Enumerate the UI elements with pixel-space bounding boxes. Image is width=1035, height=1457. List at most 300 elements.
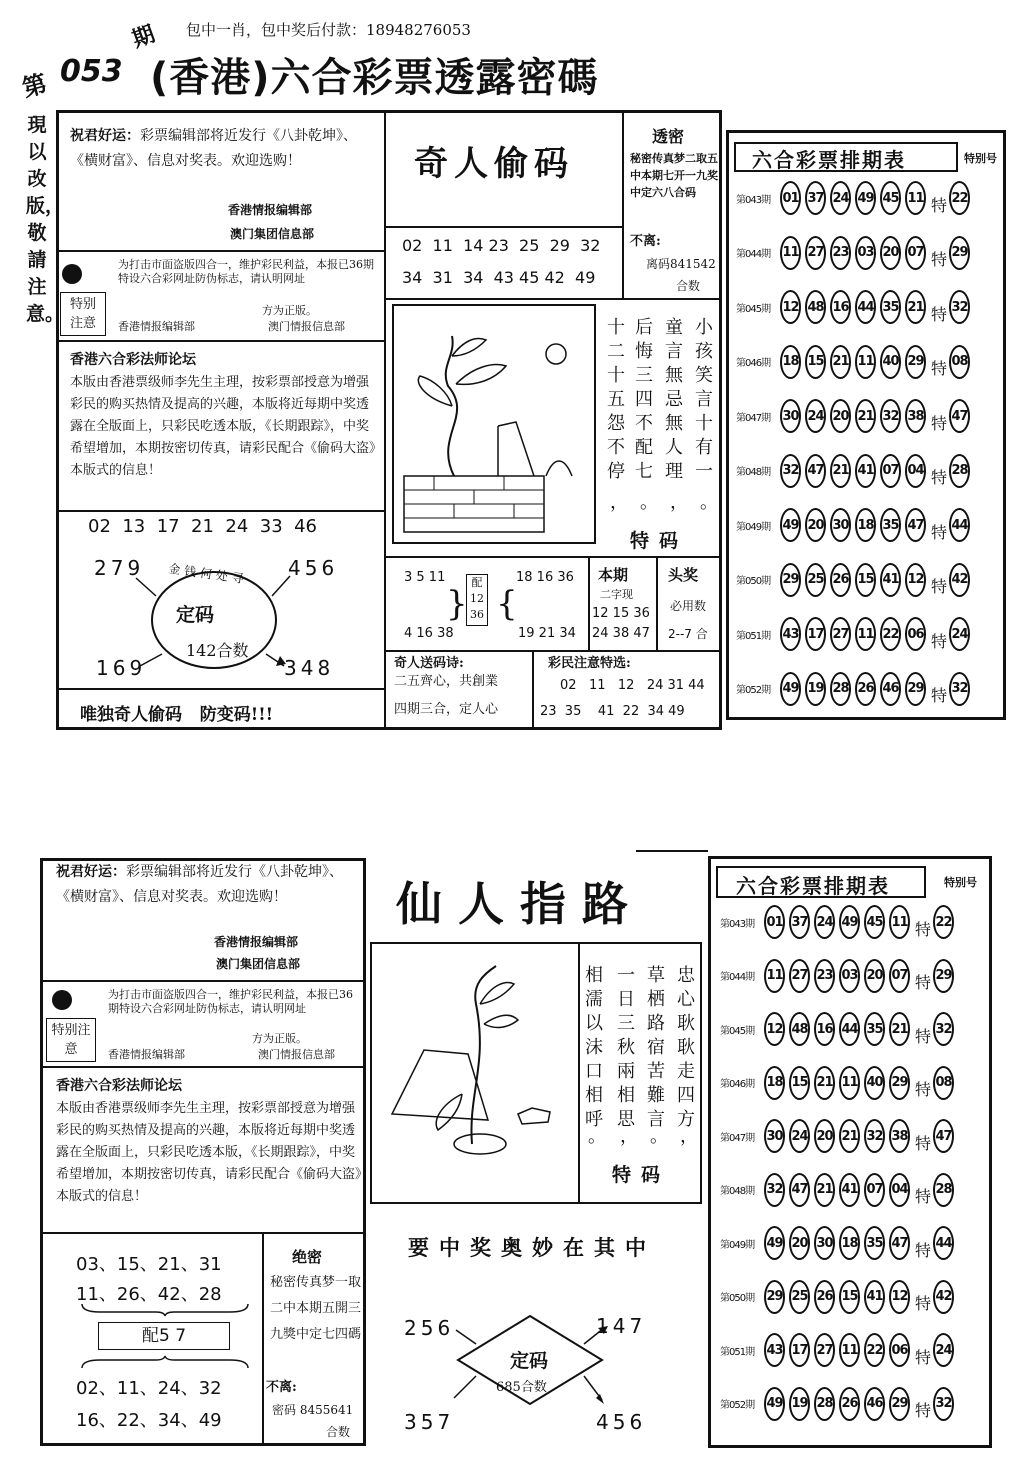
poem-tema: 特码: [630, 530, 689, 552]
schedule-row: [736, 283, 970, 331]
divider: [656, 558, 658, 650]
schedule-period-label: 第045期: [720, 1025, 755, 1037]
number-ball: 17: [805, 617, 826, 651]
number-ball: 35: [880, 508, 901, 542]
number-ball: 23: [830, 236, 851, 270]
numbers-row: 02 13 17 21 24 33 46: [88, 516, 317, 537]
schedule-period-label: 第050期: [720, 1293, 755, 1304]
schedule-period-label: 第048期: [736, 467, 771, 478]
schedule-row: [720, 952, 954, 1000]
special-marker: 特: [914, 1401, 931, 1420]
poem2-col-3: 一日三秋兩相思: [617, 965, 635, 1130]
secret2-buli-tail: 合数: [326, 1425, 351, 1439]
special-marker: 特: [930, 195, 947, 215]
special-number-ball: 22: [949, 181, 970, 215]
number-ball: 15: [805, 345, 826, 379]
stamp-char: 第: [19, 69, 50, 103]
schedule-period-label: 第045期: [736, 303, 771, 315]
contact-line: 包中一肖，包中奖后付款：18948276053: [186, 21, 471, 39]
number-ball: 32: [764, 1173, 785, 1207]
toujiang-sub: 必用数: [670, 599, 707, 613]
schedule-row: [720, 1273, 954, 1321]
number-ball: 25: [805, 563, 826, 597]
divider: [58, 250, 384, 252]
number-ball: 29: [764, 1280, 785, 1314]
poem-col-2: 童言無忌無人理: [665, 317, 683, 482]
number-ball: 49: [839, 905, 860, 939]
special-number-ball: 42: [933, 1280, 954, 1314]
number-ball: 18: [780, 345, 801, 379]
greeting-sign-1: 香港情报编辑部: [228, 203, 313, 217]
songma-l2: 四期三合，定人心: [394, 702, 499, 717]
number-ball: 37: [789, 905, 810, 939]
divider: [386, 298, 722, 300]
schedule-row: [720, 1219, 954, 1267]
secret2-text: 秘密传真梦一取二中本期五開三九獎中定七四碼: [270, 1275, 362, 1342]
divider: [262, 1234, 264, 1444]
brace-right: {: [496, 584, 518, 624]
secret2-buli-label: 不离:: [266, 1380, 297, 1395]
schedule-period-label: 第048期: [720, 1186, 755, 1197]
notice-sign-2: 澳门情报信息部: [268, 320, 345, 333]
special-number-ball: 32: [949, 672, 970, 706]
special-marker: 特: [914, 973, 931, 992]
special-marker: 特: [930, 359, 947, 378]
poem2-mark-1: ，: [680, 1126, 698, 1147]
number-ball: 24: [805, 399, 826, 433]
number-ball: 29: [889, 1387, 910, 1421]
special-marker: 特: [914, 1347, 931, 1367]
number-ball: 21: [905, 290, 926, 324]
special-number-ball: 47: [933, 1119, 954, 1153]
number-ball: 22: [864, 1333, 885, 1367]
number-ball: 30: [830, 508, 851, 542]
special-marker: 特: [914, 1080, 931, 1099]
number-ball: 29: [905, 345, 926, 379]
special-number-ball: 24: [949, 617, 970, 651]
number-ball: 15: [855, 563, 876, 597]
number-ball: 49: [780, 672, 801, 706]
special-number-ball: 08: [949, 345, 970, 379]
secret-buli-text: 离码841542: [646, 257, 716, 271]
number-ball: 21: [889, 1012, 910, 1046]
number-ball: 49: [855, 181, 876, 215]
number-ball: 11: [889, 905, 910, 939]
number-ball: 20: [789, 1226, 810, 1260]
toujiang-val: 2--7 合: [668, 627, 708, 641]
schedule-period-label: 第049期: [720, 1239, 755, 1251]
number-ball: 24: [789, 1119, 810, 1153]
bomb-icon: [52, 990, 72, 1010]
greeting-sign-1: 香港情报编辑部: [214, 935, 299, 949]
number-ball: 38: [905, 399, 926, 433]
greeting-block-bottom: [56, 860, 358, 910]
divider: [622, 112, 624, 298]
list-pei: 配5 7: [98, 1322, 230, 1350]
special-number-ball: 29: [949, 236, 970, 270]
schedule-period-label: 第051期: [720, 1346, 755, 1358]
special-number-ball: 42: [949, 563, 970, 597]
schedule-period-label: 第043期: [736, 194, 771, 206]
wheel-tr: 456: [288, 556, 339, 580]
number-ball: 11: [855, 345, 876, 379]
divider: [58, 688, 384, 690]
divider: [42, 980, 364, 982]
special-number-ball: 44: [949, 508, 970, 542]
number-ball: 27: [830, 617, 851, 651]
panel-nums-2: 34 31 34 43 45 42 49: [402, 268, 596, 287]
diamond-center: 定码: [510, 1350, 549, 1372]
poem2-mark-4: 。: [588, 1126, 606, 1147]
schedule-period-label: 第049期: [736, 521, 771, 533]
caimin-title: 彩民注意特选:: [548, 656, 631, 671]
number-ball: 46: [880, 672, 901, 706]
number-ball: 44: [855, 290, 876, 324]
number-ball: 07: [905, 236, 926, 270]
number-ball: 12: [764, 1012, 785, 1046]
schedule-row: [736, 229, 970, 277]
diamond-bl: 357: [404, 1410, 455, 1434]
side-notice: 現以改版，敬請注意。: [26, 114, 65, 325]
special-number-ball: 32: [933, 1387, 954, 1421]
number-ball: 16: [814, 1012, 835, 1046]
number-ball: 41: [880, 563, 901, 597]
pairs-mid: 配 12 36: [466, 574, 488, 626]
special-number-ball: 08: [933, 1066, 954, 1100]
number-ball: 27: [814, 1333, 835, 1367]
divider: [532, 650, 534, 728]
number-ball: 21: [855, 399, 876, 433]
special-marker: 特: [914, 1294, 931, 1313]
poem-col-4: 十二十五怨不停: [607, 317, 625, 482]
number-ball: 49: [764, 1387, 785, 1421]
special-marker: 特: [930, 304, 947, 324]
arc-text: 要中奖奥妙在其中: [408, 1236, 656, 1260]
caimin-l2: 23 35 41 22 34 49: [540, 704, 685, 719]
benqi-sub: 二字现: [600, 588, 633, 601]
notice-text: 为打击市面盗版四合一，维护彩民利益，本报已36期特设六合彩网址防伪标志，请认明网址: [108, 988, 353, 1015]
poem-mark-4: ，: [610, 492, 628, 513]
number-ball: 11: [780, 236, 801, 270]
diamond-sum: 685合数: [496, 1380, 547, 1395]
number-ball: 47: [789, 1173, 810, 1207]
special-number-ball: 32: [949, 290, 970, 324]
wheel-bl: 169: [96, 656, 147, 680]
schedule-period-label: 第043期: [720, 918, 755, 930]
benqi-title: 本期: [598, 566, 629, 584]
number-ball: 18: [839, 1226, 860, 1260]
notice-text: 为打击市面盗版四合一，维护彩民利益，本报已36期特设六合彩网址防伪标志，请认明网址: [118, 258, 374, 285]
number-ball: 28: [830, 672, 851, 706]
number-ball: 35: [864, 1012, 885, 1046]
panel2-title: 仙人指路: [396, 877, 644, 931]
brace-bottom: [80, 1354, 250, 1370]
number-ball: 47: [805, 454, 826, 488]
number-ball: 29: [889, 1066, 910, 1100]
number-ball: 11: [905, 181, 926, 215]
number-ball: 26: [814, 1280, 835, 1314]
list-l2: 11、26、42、28: [76, 1284, 222, 1305]
schedule-row: [720, 1326, 954, 1374]
number-ball: 15: [839, 1280, 860, 1314]
number-ball: 04: [889, 1173, 910, 1207]
poem2-mark-3: ，: [620, 1126, 638, 1147]
issue-number: 053: [60, 54, 123, 89]
number-ball: 30: [780, 399, 801, 433]
number-ball: 07: [864, 1173, 885, 1207]
divider: [636, 850, 708, 852]
poem2-col-4: 相濡以沫口相呼: [585, 965, 603, 1130]
list-l1: 03、15、21、31: [76, 1254, 222, 1275]
number-ball: 41: [864, 1280, 885, 1314]
number-ball: 24: [830, 181, 851, 215]
divider: [42, 1066, 364, 1068]
pairs-left-top: 3 5 11: [404, 570, 446, 585]
schedule-period-label: 第050期: [736, 576, 771, 587]
special-marker: 特: [930, 522, 947, 542]
greeting-sign-2: 澳门集团信息部: [230, 227, 315, 241]
number-ball: 01: [780, 181, 801, 215]
number-ball: 29: [905, 672, 926, 706]
number-ball: 23: [814, 959, 835, 993]
notice-sign-1: 香港情报编辑部: [108, 1048, 185, 1061]
number-ball: 26: [839, 1387, 860, 1421]
number-ball: 40: [864, 1066, 885, 1100]
greeting-text: 彩票编辑部将近发行《八卦乾坤》、《横财富》、信息对奖表。欢迎选购！: [70, 128, 357, 169]
poem2-col-1: 忠心耿耿走四方: [677, 965, 695, 1130]
number-ball: 47: [889, 1226, 910, 1260]
divider: [386, 650, 722, 652]
schedule-title: 六合彩票排期表: [752, 148, 906, 172]
number-ball: 18: [764, 1066, 785, 1100]
songma-l1: 二五齊心，共創業: [394, 674, 499, 689]
schedule-row: [736, 392, 970, 440]
secret-text: 秘密传真梦二取五中本期七开一九奖中定六八合码: [630, 152, 718, 199]
number-ball: 12: [889, 1280, 910, 1314]
forum-title: 香港六合彩法师论坛: [56, 1078, 182, 1094]
schedule-row: [720, 1380, 954, 1428]
bomb-icon: [62, 264, 82, 284]
schedule-row: [736, 338, 970, 386]
divider: [386, 226, 622, 228]
toujiang-title: 头奖: [668, 566, 699, 584]
number-ball: 32: [880, 399, 901, 433]
poem-mark-1: 。: [700, 492, 718, 513]
schedule-row: [720, 1166, 954, 1214]
number-ball: 26: [855, 672, 876, 706]
special-marker: 特: [930, 468, 947, 487]
number-ball: 29: [780, 563, 801, 597]
special-marker: 特: [914, 1133, 931, 1153]
special-marker: 特: [914, 1187, 931, 1206]
notice-sign-1: 香港情报编辑部: [118, 320, 195, 333]
notice-tail: 方为正版。: [252, 1032, 307, 1045]
songma-title: 奇人送码诗:: [394, 656, 464, 671]
schedule-row: [736, 665, 970, 713]
number-ball: 40: [880, 345, 901, 379]
number-ball: 21: [830, 345, 851, 379]
diamond-br: 456: [596, 1410, 647, 1434]
number-ball: 45: [864, 905, 885, 939]
schedule-row: [736, 556, 970, 604]
poem-col-3: 后悔三四不配七: [635, 317, 653, 482]
number-ball: 04: [905, 454, 926, 488]
schedule-row: [720, 1112, 954, 1160]
divider: [578, 944, 580, 1202]
number-ball: 12: [780, 290, 801, 324]
pairs-right-bot: 19 21 34: [518, 626, 576, 641]
number-ball: 49: [780, 508, 801, 542]
number-ball: 49: [764, 1226, 785, 1260]
notice-badge: 特别注意: [46, 1018, 96, 1062]
forum-title: 香港六合彩法师论坛: [70, 352, 196, 368]
number-ball: 43: [780, 617, 801, 651]
number-ball: 17: [789, 1333, 810, 1367]
number-ball: 22: [880, 617, 901, 651]
special-marker: 特: [914, 1240, 931, 1260]
number-ball: 32: [780, 454, 801, 488]
slogan: 唯独奇人偷码 防变码!!!: [80, 705, 274, 725]
special-number-ball: 29: [933, 959, 954, 993]
number-ball: 11: [839, 1066, 860, 1100]
special-marker: 特: [930, 686, 947, 705]
number-ball: 27: [789, 959, 810, 993]
schedule-period-label: 第046期: [736, 358, 771, 369]
special-number-ball: 24: [933, 1333, 954, 1367]
secret2-title: 绝密: [292, 1248, 323, 1266]
page-title: (香港)六合彩票透露密碼: [150, 55, 599, 101]
number-ball: 21: [814, 1173, 835, 1207]
number-ball: 37: [805, 181, 826, 215]
number-ball: 19: [789, 1387, 810, 1421]
number-ball: 19: [805, 672, 826, 706]
forum-text: 本版由香港票级师李先生主理，按彩票部授意为增强彩民的购买热情及提高的兴趣，本版将近每期中奖透露在全版面上，只彩民吃透本版，《长期跟踪》，中奖希望增加，本期按密切传真，请彩民配合《偷码大盗》本版式的信息！: [70, 375, 376, 478]
pairs-right-top: 18 16 36: [516, 570, 574, 585]
poem2-col-2: 草栖路宿苦難言: [647, 965, 665, 1130]
divider: [58, 510, 384, 512]
number-ball: 06: [889, 1333, 910, 1367]
schedule-period-label: 第052期: [720, 1400, 755, 1411]
wheel-br: 348: [284, 656, 335, 680]
special-marker: 特: [930, 413, 947, 433]
number-ball: 43: [764, 1333, 785, 1367]
greeting-label: 祝君好运：: [56, 864, 126, 880]
special-marker: 特: [930, 577, 947, 596]
number-ball: 16: [830, 290, 851, 324]
special-marker: 特: [914, 1026, 931, 1046]
special-number-ball: 28: [933, 1173, 954, 1207]
number-ball: 32: [864, 1119, 885, 1153]
schedule-row: [720, 1005, 954, 1053]
number-ball: 27: [805, 236, 826, 270]
number-ball: 35: [880, 290, 901, 324]
number-ball: 20: [814, 1119, 835, 1153]
list-l4: 16、22、34、49: [76, 1410, 222, 1431]
poem-col-1: 小孩笑言十有一: [695, 317, 713, 482]
number-ball: 25: [789, 1280, 810, 1314]
diamond-tl: 256: [404, 1316, 455, 1340]
secret2-buli-text: 密码 8455641: [272, 1403, 354, 1417]
schedule-row: [736, 501, 970, 549]
divider: [588, 558, 590, 650]
poem2-tema: 特码: [612, 1164, 671, 1186]
poem2-mark-2: 。: [650, 1126, 668, 1147]
secret-buli-tail: 合数: [676, 279, 701, 293]
number-ball: 30: [814, 1226, 835, 1260]
number-ball: 11: [839, 1333, 860, 1367]
number-ball: 11: [764, 959, 785, 993]
greeting-text: 彩票编辑部将近发行《八卦乾坤》、《横财富》、信息对奖表。欢迎选购！: [56, 864, 343, 905]
brace-bottom: [80, 1302, 250, 1318]
special-marker: 特: [930, 250, 947, 269]
divider: [386, 556, 722, 558]
number-ball: 46: [864, 1387, 885, 1421]
schedule-special-label: 特别号: [944, 876, 977, 889]
special-number-ball: 22: [933, 905, 954, 939]
schedule-row: [736, 610, 970, 658]
schedule-period-label: 第052期: [736, 685, 771, 696]
schedule-row: [736, 447, 970, 495]
wheel-sum: 142合数: [186, 641, 249, 660]
schedule-row: [720, 898, 954, 946]
list-l3: 02、11、24、32: [76, 1378, 222, 1399]
number-ball: 20: [864, 959, 885, 993]
number-ball: 45: [880, 181, 901, 215]
caimin-l1: 02 11 12 24 31 44: [560, 678, 705, 693]
notice-tail: 方为正版。: [262, 304, 317, 317]
schedule-period-label: 第051期: [736, 630, 771, 642]
number-ball: 06: [905, 617, 926, 651]
number-ball: 24: [814, 905, 835, 939]
notice-sign-2: 澳门情报信息部: [258, 1048, 335, 1061]
schedule-special-label: 特别号: [964, 152, 997, 165]
notice-badge: 特别注意: [60, 292, 106, 336]
number-ball: 21: [830, 454, 851, 488]
schedule-row: [736, 174, 970, 222]
number-ball: 15: [789, 1066, 810, 1100]
number-ball: 07: [880, 454, 901, 488]
wheel-tl: 279: [94, 556, 145, 580]
stamp-badge: 期: [129, 21, 159, 53]
schedule-period-label: 第047期: [736, 412, 771, 424]
panel-nums-1: 02 11 14 23 25 29 32: [402, 236, 601, 255]
number-ball: 47: [905, 508, 926, 542]
number-ball: 41: [839, 1173, 860, 1207]
wheel-arc: 金钱何处寻: [167, 561, 249, 587]
schedule-title: 六合彩票排期表: [736, 874, 890, 898]
number-ball: 03: [855, 236, 876, 270]
number-ball: 21: [839, 1119, 860, 1153]
number-ball: 11: [855, 617, 876, 651]
secret-buli-label: 不离:: [630, 234, 661, 249]
number-ball: 03: [839, 959, 860, 993]
schedule-period-label: 第046期: [720, 1079, 755, 1090]
number-ball: 20: [830, 399, 851, 433]
diamond-tr: 147: [596, 1314, 647, 1338]
panel-title: 奇人偷码: [414, 144, 574, 184]
greeting-block: [70, 124, 372, 174]
number-ball: 44: [839, 1012, 860, 1046]
secret-title: 透密: [652, 127, 685, 146]
wheel-center: 定码: [176, 604, 215, 626]
schedule-period-label: 第044期: [720, 972, 755, 983]
schedule-period-label: 第044期: [736, 249, 771, 260]
number-ball: 20: [880, 236, 901, 270]
divider: [42, 1232, 364, 1234]
benqi-l2: 24 38 47: [592, 626, 650, 641]
benqi-l1: 12 15 36: [592, 606, 650, 621]
plant-illustration: [394, 306, 594, 542]
